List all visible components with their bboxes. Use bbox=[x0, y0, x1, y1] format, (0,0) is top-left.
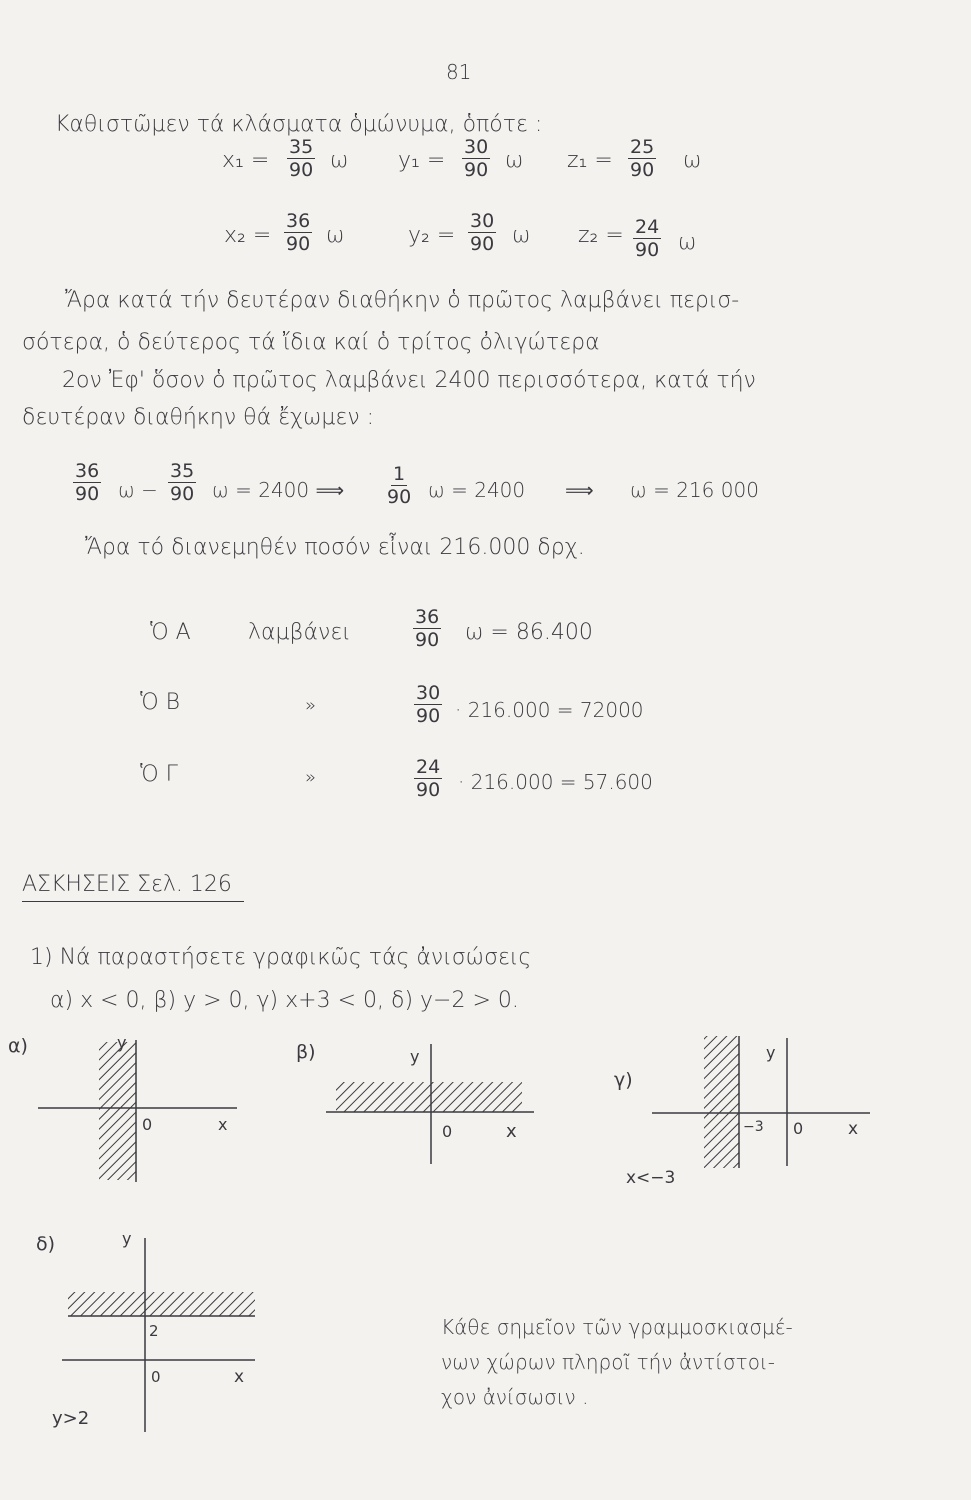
graph-beta-origin-label: 0 bbox=[442, 1122, 453, 1141]
z2-lhs: z₂ = bbox=[578, 223, 624, 248]
y2-var: ω bbox=[512, 223, 531, 248]
graph-delta-two-label: 2 bbox=[149, 1322, 159, 1340]
graph-delta bbox=[36, 1229, 255, 1432]
share-g-verb: » bbox=[305, 767, 317, 788]
y2-lhs: y₂ = bbox=[408, 223, 456, 248]
eq-arrow: ⟹ bbox=[565, 478, 594, 502]
z1-var: ω bbox=[683, 148, 702, 173]
x1-var: ω bbox=[330, 148, 349, 173]
eq-part-1: ω − bbox=[118, 478, 158, 502]
graph-gamma-x-label: x bbox=[848, 1119, 859, 1139]
share-g-fraction: $\frac{24}{90}$ bbox=[416, 756, 441, 801]
note-line1: Κάθε σημεῖον τῶν γραμμοσκιασμέ- bbox=[441, 1315, 793, 1339]
graph-gamma-label: γ) bbox=[614, 1069, 633, 1091]
eq-result: ω = 216 000 bbox=[630, 478, 759, 502]
z2-var: ω bbox=[678, 230, 697, 255]
graph-beta-hatched-region bbox=[336, 1082, 522, 1112]
graph-alpha-origin-label: 0 bbox=[142, 1115, 153, 1134]
graph-delta-y-label: y bbox=[122, 1229, 132, 1248]
graph-alpha-y-label: y bbox=[117, 1033, 127, 1052]
para2-line1: 2ον Ἐφ' ὅσον ὁ πρῶτος λαμβάνει 2400 περισσότερα, κατά τήν bbox=[62, 368, 756, 393]
page-number: 81 bbox=[446, 60, 472, 84]
share-b-who: Ὁ B bbox=[140, 690, 181, 715]
graph-gamma-y-label: y bbox=[766, 1043, 776, 1062]
graph-delta-label: δ) bbox=[36, 1233, 56, 1255]
eq-part-3: ω = 2400 bbox=[428, 478, 526, 502]
share-b-fraction: $\frac{30}{90}$ bbox=[416, 682, 441, 727]
graph-alpha bbox=[8, 1033, 237, 1182]
note-line2: νων χώρων πληροῖ τήν ἀντίστοι- bbox=[441, 1350, 775, 1374]
eq-fraction-3: $\frac{1}{90}$ bbox=[387, 463, 412, 508]
share-b-verb: » bbox=[305, 695, 317, 716]
graph-delta-hatched-region bbox=[68, 1292, 255, 1316]
share-a-fraction: $\frac{36}{90}$ bbox=[415, 606, 440, 651]
para1-line1: Ἄρα κατά τήν δευτέραν διαθήκην ὁ πρῶτος λαμβάνει περισ- bbox=[65, 288, 740, 313]
share-g-who: Ὁ Γ bbox=[140, 762, 178, 787]
eq-fraction-1: $\frac{36}{90}$ bbox=[75, 460, 100, 505]
x2-fraction: $\frac{36}{90}$ bbox=[286, 210, 311, 255]
x2-lhs: x₂ = bbox=[224, 223, 272, 248]
x2-var: ω bbox=[326, 223, 345, 248]
eq-fraction-2: $\frac{35}{90}$ bbox=[170, 460, 195, 505]
graph-delta-x-label: x bbox=[234, 1367, 245, 1387]
x1-lhs: x₁ = bbox=[222, 148, 270, 173]
intro-text: Καθιστῶμεν τά κλάσματα ὁμώνυμα, ὁπότε : bbox=[55, 112, 543, 137]
y1-lhs: y₁ = bbox=[398, 148, 446, 173]
graph-gamma bbox=[614, 1036, 870, 1188]
graph-delta-origin-label: 0 bbox=[151, 1368, 161, 1386]
graph-alpha-label: α) bbox=[8, 1035, 28, 1057]
share-g-expr: · 216.000 = 57.600 bbox=[458, 770, 653, 794]
conclusion-text: Ἄρα τό διανεμηθέν ποσόν εἶναι 216.000 δρχ. bbox=[85, 535, 585, 560]
exercise-1-line2: α) x < 0, β) y > 0, γ) x+3 < 0, δ) y−2 > 0. bbox=[50, 988, 519, 1013]
para2-line2: δευτέραν διαθήκην θά ἔχωμεν : bbox=[22, 405, 375, 430]
graph-beta-y-label: y bbox=[410, 1047, 420, 1066]
exercise-1-line1: 1) Νά παραστήσετε γραφικῶς τάς ἀνισώσεις bbox=[30, 945, 532, 970]
note-line3: χον ἀνίσωσιν . bbox=[441, 1385, 589, 1409]
exercises-heading: ΑΣΚΗΣΕΙΣ Σελ. 126 bbox=[22, 872, 244, 902]
eq-part-2: ω = 2400 ⟹ bbox=[212, 478, 345, 502]
share-a-verb: λαμβάνει bbox=[248, 620, 351, 645]
z1-lhs: z₁ = bbox=[567, 148, 613, 173]
graph-beta-x-label: x bbox=[506, 1121, 517, 1142]
share-a-expr: ω = 86.400 bbox=[465, 620, 593, 645]
para1-line2: σότερα, ὁ δεύτερος τά ἴδια καί ὁ τρίτος ὀλιγώτερα bbox=[22, 330, 600, 355]
y1-fraction: $\frac{30}{90}$ bbox=[464, 136, 489, 181]
graph-gamma-origin-label: 0 bbox=[793, 1119, 804, 1138]
graph-alpha-x-label: x bbox=[218, 1115, 228, 1134]
x1-fraction: $\frac{35}{90}$ bbox=[289, 136, 314, 181]
graph-beta bbox=[296, 1041, 534, 1164]
graph-delta-condition: y>2 bbox=[52, 1408, 90, 1429]
graph-beta-label: β) bbox=[296, 1041, 316, 1063]
graph-gamma-condition: x<−3 bbox=[626, 1168, 676, 1188]
share-a-who: Ὁ A bbox=[150, 620, 191, 645]
graph-alpha-hatched-region bbox=[99, 1042, 136, 1180]
share-b-expr: · 216.000 = 72000 bbox=[455, 698, 644, 722]
y1-var: ω bbox=[505, 148, 524, 173]
z1-fraction: $\frac{25}{90}$ bbox=[630, 136, 655, 181]
graph-gamma-minus3-label: −3 bbox=[743, 1119, 764, 1135]
y2-fraction: $\frac{30}{90}$ bbox=[470, 210, 495, 255]
z2-fraction: $\frac{24}{90}$ bbox=[635, 216, 660, 261]
graph-gamma-hatched-region bbox=[704, 1036, 739, 1168]
